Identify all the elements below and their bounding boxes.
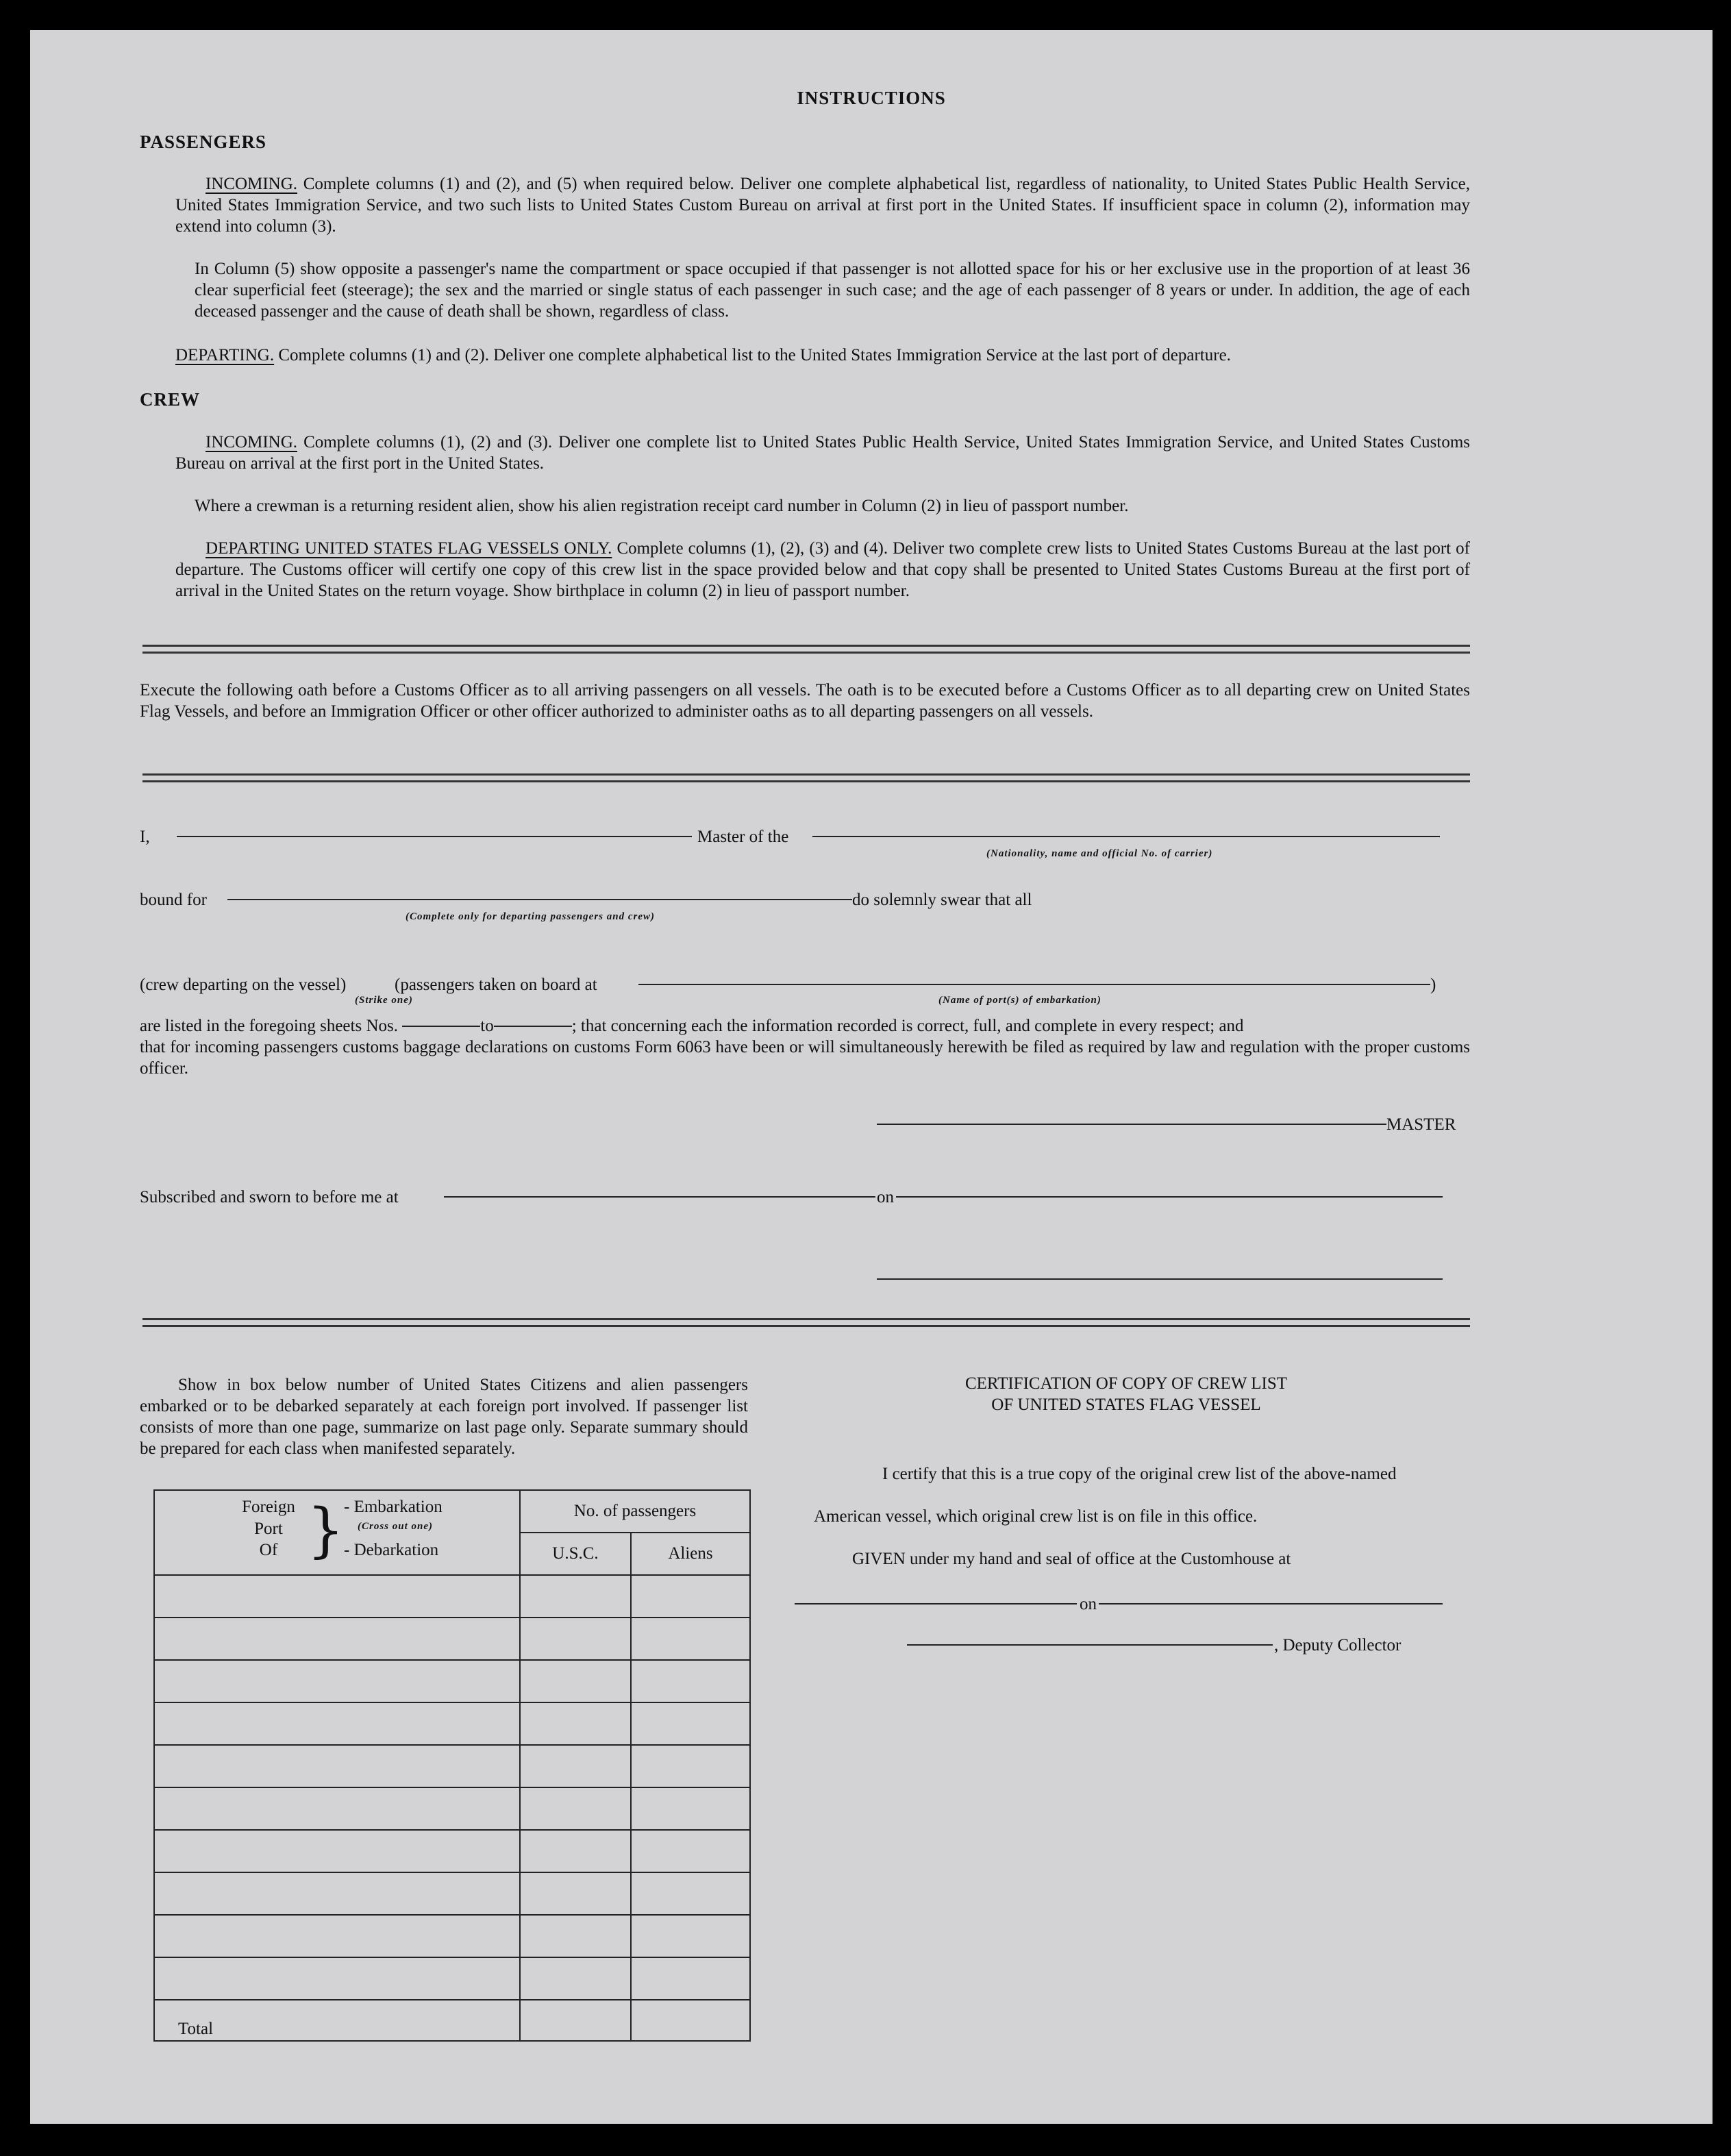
- document-page: [30, 30, 1713, 2124]
- embarkation-label: - Embarkation: [344, 1498, 443, 1516]
- instructions-title: INSTRUCTIONS: [797, 88, 946, 108]
- brace-icon: }: [307, 1496, 345, 1565]
- crew-option: (crew departing on the vessel): [140, 976, 347, 994]
- table-row: [154, 1745, 750, 1787]
- strike-one-caption: (Strike one): [355, 995, 413, 1006]
- col-port-line2: Port: [254, 1520, 283, 1538]
- total-usc-cell[interactable]: [520, 2000, 631, 2041]
- listed-line: [140, 1015, 1470, 1037]
- bound-for-label: bound for: [140, 891, 207, 909]
- given-line: GIVEN under my hand and seal of office at the Customhouse at: [852, 1550, 1291, 1568]
- total-aliens-cell[interactable]: [631, 2000, 750, 2041]
- deputy-collector-label: , Deputy Collector: [1274, 1636, 1402, 1655]
- oath-on-word: on: [877, 1188, 894, 1206]
- listed-continued: that for incoming passengers customs baggage declarations on customs Form 6063 have been or will simultaneously herewith be filed as required by law and regulation with the proper customs officer.: [140, 1038, 1470, 1078]
- port-header-cell: [154, 1490, 520, 1575]
- usc-header: U.S.C.: [520, 1533, 631, 1575]
- passengers-incoming-text: Complete columns (1) and (2), and (5) when required below. Deliver one complete alphabetical list, regardless of nationality, to United States Public Health Service, United States Immigration Service, and two such lists to United States Custom Bureau on arrival at first port in the United States. If insufficient space in column (2), information may extend into column (3).: [175, 175, 1471, 236]
- sheet-to-line[interactable]: [494, 1026, 572, 1027]
- passengers-departing-label: DEPARTING.: [175, 346, 275, 364]
- crew-incoming-text: Complete columns (1), (2) and (3). Deliver one complete list to United States Public Health Service, United States Immigration Service, and United States Customs Bureau on arrival at the first port in the United States.: [175, 433, 1471, 473]
- carrier-line[interactable]: [812, 836, 1440, 837]
- master-label: MASTER: [1386, 1115, 1456, 1134]
- passenger-summary-table: [153, 1489, 751, 2042]
- close-paren: ): [1430, 976, 1436, 994]
- total-label: Total: [154, 2000, 520, 2041]
- passengers-departing-paragraph: [175, 345, 1470, 366]
- certification-on-word: on: [1080, 1595, 1097, 1613]
- col-port-line1: Foreign: [242, 1498, 295, 1516]
- cross-out-caption: (Cross out one): [358, 1521, 434, 1532]
- section-divider: [142, 645, 1470, 654]
- certification-title-line1: CERTIFICATION OF COPY OF CREW LIST: [964, 1374, 1288, 1393]
- table-row: [154, 1915, 750, 1957]
- oath-i-label: I,: [140, 828, 150, 846]
- aliens-header: Aliens: [631, 1533, 750, 1575]
- customhouse-place-line[interactable]: [795, 1603, 1077, 1604]
- to-word: to: [480, 1017, 494, 1035]
- subscribed-label: Subscribed and sworn to before me at: [140, 1188, 399, 1206]
- master-of-the-label: Master of the: [692, 826, 794, 847]
- passengers-column5-paragraph: In Column (5) show opposite a passenger's name the compartment or space occupied if that passenger is not allotted space for his or her exclusive use in the proportion of at least 36 clear superficial feet (steerage); the sex and the married or single status of each passenger in such case; and the age of each passenger of 8 years or under. In addition, the age of each deceased passenger and the cause of death shall be shown, regardless of class.: [195, 260, 1470, 321]
- bound-for-line[interactable]: [227, 899, 852, 900]
- table-row: [154, 1830, 750, 1872]
- crew-heading: CREW: [140, 389, 201, 410]
- certification-title-line2: OF UNITED STATES FLAG VESSEL: [991, 1396, 1261, 1414]
- certify-line2: American vessel, which original crew list is on file in this office.: [814, 1507, 1258, 1526]
- crew-incoming-label: INCOMING.: [206, 433, 298, 451]
- certify-line1: I certify that this is a true copy of the original crew list of the above-named: [882, 1465, 1397, 1483]
- master-signature-line[interactable]: [877, 1124, 1386, 1125]
- table-row: [154, 1618, 750, 1660]
- listed-suffix: ; that concerning each the information recorded is correct, full, and complete in every respect; and: [571, 1017, 1244, 1035]
- total-row: [154, 2000, 750, 2041]
- carrier-caption: (Nationality, name and official No. of carrier): [986, 848, 1213, 859]
- passengers-incoming-label: INCOMING.: [206, 175, 298, 193]
- passengers-incoming-paragraph: [175, 173, 1470, 237]
- passengers-heading: PASSENGERS: [140, 132, 267, 152]
- swear-text: do solemnly swear that all: [852, 891, 1032, 909]
- sheet-from-line[interactable]: [402, 1026, 480, 1027]
- officer-signature-line[interactable]: [877, 1278, 1443, 1280]
- crew-alien-paragraph: Where a crewman is a returning resident alien, show his alien registration receipt card number in Column (2) in lieu of passport number.: [195, 497, 1129, 515]
- deputy-signature-line[interactable]: [907, 1644, 1273, 1646]
- port-caption: (Name of port(s) of embarkation): [938, 995, 1101, 1006]
- master-name-line[interactable]: [177, 836, 711, 837]
- sworn-date-line[interactable]: [896, 1196, 1443, 1198]
- section-divider: [142, 1318, 1470, 1327]
- certification-date-line[interactable]: [1099, 1603, 1443, 1604]
- oath-intro: Execute the following oath before a Customs Officer as to all arriving passengers on all vessels. The oath is to be executed before a Customs Officer as to all departing crew on United States Flag Vessels, and before an Immigration Officer or other officer authorized to administer oaths as to all departing passengers on all vessels.: [140, 681, 1470, 721]
- no-of-passengers-header: No. of passengers: [520, 1490, 750, 1533]
- passengers-option: (passengers taken on board at: [395, 976, 597, 994]
- crew-departing-paragraph: [175, 538, 1470, 602]
- table-row: [154, 1660, 750, 1702]
- crew-departing-text: Complete columns (1), (2), (3) and (4). Deliver two complete crew lists to United States Customs Bureau at the last port of departure. The Customs officer will certify one copy of this crew list in the space provided below and that copy shall be presented to United States Customs Bureau at the first port of arrival in the United States on the return voyage. Show birthplace in column (2) in lieu of passport number.: [175, 539, 1470, 600]
- sworn-place-line[interactable]: [444, 1196, 875, 1198]
- passengers-departing-text: Complete columns (1) and (2). Deliver one complete alphabetical list to the United States Immigration Service at the last port of departure.: [278, 346, 1231, 364]
- port-embarkation-line[interactable]: [638, 984, 1430, 985]
- table-row: [154, 1872, 750, 1915]
- table-row: [154, 1787, 750, 1830]
- table-row: [154, 1957, 750, 2000]
- debarkation-label: - Debarkation: [344, 1541, 439, 1559]
- summary-instructions: Show in box below number of United States Citizens and alien passengers embarked or to be debarked separately at each foreign port involved. If passenger list consists of more than one page, summarize on last page only. Separate summary should be prepared for each class when manifested separately.: [140, 1376, 748, 1458]
- crew-departing-label: DEPARTING UNITED STATES FLAG VESSELS ONLY.: [206, 539, 612, 558]
- col-port-line3: Of: [259, 1541, 278, 1559]
- section-divider: [142, 773, 1470, 782]
- listed-prefix: are listed in the foregoing sheets Nos.: [140, 1017, 398, 1035]
- departing-caption: (Complete only for departing passengers and crew): [406, 911, 655, 922]
- crew-incoming-paragraph: [175, 432, 1470, 474]
- table-row: [154, 1702, 750, 1745]
- table-row: [154, 1575, 750, 1618]
